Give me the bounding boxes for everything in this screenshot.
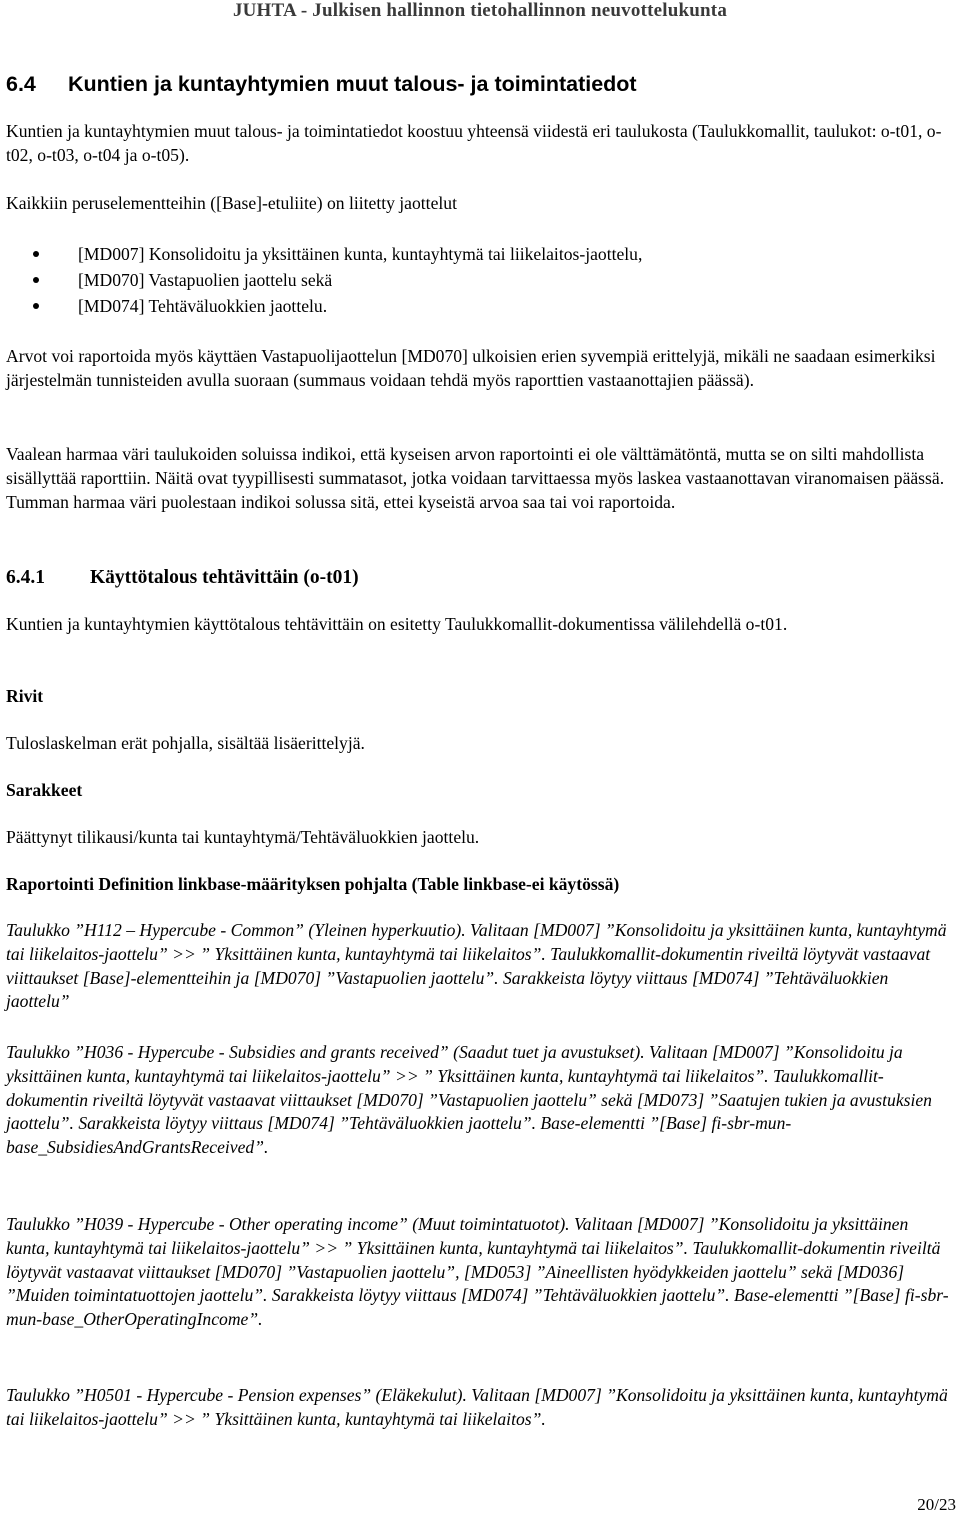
subsection-intro: Kuntien ja kuntayhtymien käyttötalous tehtävittäin on esitetty Taulukkomallit-dokumentissa välilehdellä o-t01. xyxy=(6,614,788,634)
intro-paragraph: Kuntien ja kuntayhtymien muut talous- ja toimintatiedot koostuu yhteensä viidestä eri taulukosta (Taulukkomallit, taulukot: o-t01, o-t02, o-t03, o-t04 ja o-t05). xyxy=(6,121,942,165)
list-item xyxy=(6,293,946,319)
subsection-number: 6.4.1 xyxy=(6,567,45,588)
section-number: 6.4 xyxy=(6,72,36,96)
bullet-icon xyxy=(33,303,39,309)
colors-paragraph: Vaalean harmaa väri taulukoiden soluissa indikoi, että kyseisen arvon raportointi ei ole välttämätöntä, mutta se on silti mahdollista sisällyttää raporttiin. Näitä ovat tyypillisesti summatasot, jotka voidaan tarvittaessa myös laskea vastaanottavan viranomaisen päässä. Tumman harmaa väri puolestaan indikoi solussa sitä, ettei kyseistä arvoa saa tai voi raportoida. xyxy=(6,444,945,512)
reporting-heading: Raportointi Definition linkbase-määrityksen pohjalta (Table linkbase-ei käytössä) xyxy=(6,874,620,894)
section-heading xyxy=(6,70,637,98)
table-description: Taulukko ”H039 - Hypercube - Other operating income” (Muut toimintatuotot). Valitaan [MD007] ”Konsolidoitu ja yksittäinen kunta, kuntayhtymä tai liikelaitos-jaottelu” >> ” Yksittäinen kunta, kuntayhtymä tai liikelaitos”. Taulukkomallit-dokumentin riveiltä löytyvät vastaavat viittaukset [MD070] ”Vastapuolien jaottelu”, [MD053] ”Aineellisten hyödykkeiden jaottelu” sekä [MD036] ”Muiden toimintatuottojen jaottelu”. Sarakkeista löytyy viittaus [MD074] ”Tehtäväluokkien jaottelu”. Base-elementti ”[Base] fi-sbr-mun-base_OtherOperatingIncome”. xyxy=(6,1214,949,1330)
counterparty-paragraph: Arvot voi raportoida myös käyttäen Vastapuolijaottelun [MD070] ulkoisien erien syvempiä erittelyjä, mikäli ne saadaan esimerkiksi järjestelmän tunnisteiden avulla suoraan (summaus voidaan tehdä myös raporttien vastaanottajien päässä). xyxy=(6,346,936,390)
table-description: Taulukko ”H112 – Hypercube - Common” (Yleinen hyperkuutio). Valitaan [MD007] ”Konsolidoitu ja yksittäinen kunta, kuntayhtymä tai liikelaitos-jaottelu” >> ” Yksittäinen kunta, kuntayhtymä tai liikelaitos”. Taulukkomallit-dokumentin riveiltä löytyvät vastaavat viittaukset [Base]-elementteihin ja [MD070] ”Vastapuolien jaottelu”. Sarakkeista löytyy viittaus [MD074] ”Tehtäväluokkien jaottelu” xyxy=(6,920,947,1012)
subsection-heading xyxy=(6,565,359,591)
header-title: JUHTA - Julkisen hallinnon tietohallinnon neuvottelukunta xyxy=(232,0,728,21)
bullet-icon xyxy=(33,277,39,283)
section-title: Kuntien ja kuntayhtymien muut talous- ja toimintatiedot xyxy=(68,72,637,96)
rows-heading: Rivit xyxy=(6,686,44,706)
list-item-text: [MD007] Konsolidoitu ja yksittäinen kunta, kuntayhtymä tai liikelaitos-jaottelu, xyxy=(78,244,643,264)
document-header xyxy=(0,0,960,28)
table-description: Taulukko ”H036 - Hypercube - Subsidies and grants received” (Saadut tuet ja avustukset). Valitaan [MD007] ”Konsolidoitu ja yksittäinen kunta, kuntayhtymä tai liikelaitos-jaottelu” >> ” Yksittäinen kunta, kuntayhtymä tai liikelaitos”. Taulukkomallit-dokumentin riveiltä löytyvät vastaavat viittaukset [MD070] ”Vastapuolien jaottelu” sekä [MD073] ”Saatujen tukien ja avustuksien jaottelu”. Sarakkeista löytyy viittaus [MD074] ”Tehtäväluokkien jaottelu”. Base-elementti ”[Base] fi-sbr-mun-base_SubsidiesAndGrantsReceived”. xyxy=(6,1042,932,1158)
bullet-icon xyxy=(33,251,39,257)
columns-text: Päättynyt tilikausi/kunta tai kuntayhtymä/Tehtäväluokkien jaottelu. xyxy=(6,827,480,847)
rows-text: Tuloslaskelman erät pohjalla, sisältää lisäerittelyjä. xyxy=(6,733,365,753)
columns-heading: Sarakkeet xyxy=(6,780,83,800)
table-description: Taulukko ”H0501 - Hypercube - Pension expenses” (Eläkekulut). Valitaan [MD007] ”Konsolidoitu ja yksittäinen kunta, kuntayhtymä tai liikelaitos-jaottelu” >> ” Yksittäinen kunta, kuntayhtymä tai liikelaitos”. xyxy=(6,1385,948,1429)
list-item-text: [MD070] Vastapuolien jaottelu sekä xyxy=(78,270,333,290)
list-item-text: [MD074] Tehtäväluokkien jaottelu. xyxy=(78,296,328,316)
dimension-list xyxy=(6,241,946,319)
list-item xyxy=(6,267,946,293)
subsection-title: Käyttötalous tehtävittäin (o-t01) xyxy=(90,567,359,588)
list-item xyxy=(6,241,946,267)
page-number: 20/23 xyxy=(917,1495,956,1514)
dimensions-intro: Kaikkiin peruselementteihin ([Base]-etuliite) on liitetty jaottelut xyxy=(6,193,457,213)
